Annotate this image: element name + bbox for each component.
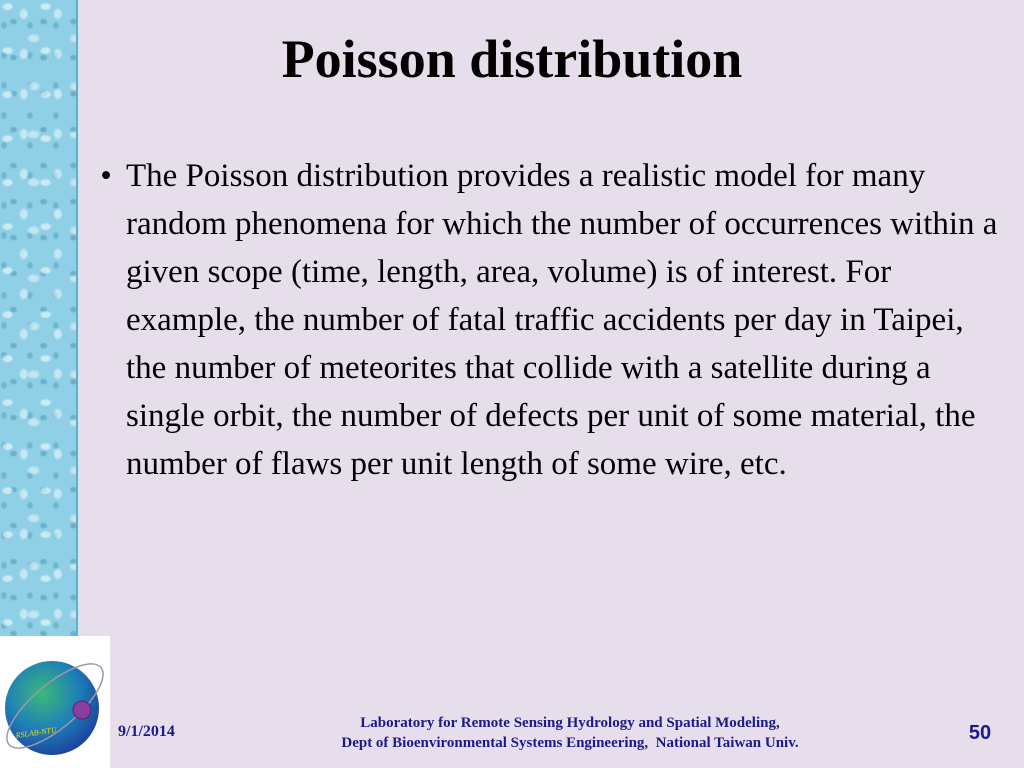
footer-affiliation	[290, 713, 850, 753]
rslab-logo	[0, 636, 110, 768]
bullet-icon: •	[100, 158, 112, 194]
footer-lab-line2: Dept of Bioenvironmental Systems Engineering, National Taiwan Univ.	[341, 735, 799, 751]
strip-divider	[78, 0, 80, 636]
svg-text:RSLAB-NTU: RSLAB-NTU	[15, 725, 58, 740]
water-texture-strip	[0, 0, 78, 636]
footer-lab-line1: Laboratory for Remote Sensing Hydrology and Spatial Modeling,	[360, 715, 780, 731]
globe-logo-icon	[0, 636, 110, 768]
bullet-item	[86, 152, 1006, 488]
page-number: 50	[968, 722, 992, 744]
body-content	[86, 152, 1006, 488]
bullet-text: The Poisson distribution provides a realistic model for many random phenomena for which the number of occurrences within a given scope (time, length, area, volume) is of interest. For example, the number of fatal traffic accidents per day in Taipei, the number of meteorites that collide with a satellite during a single orbit, the number of defects per unit of some material, the number of flaws per unit length of some wire, etc.	[126, 158, 998, 482]
slide-title: Poisson distribution	[281, 29, 743, 89]
footer-date: 9/1/2014	[118, 723, 175, 740]
